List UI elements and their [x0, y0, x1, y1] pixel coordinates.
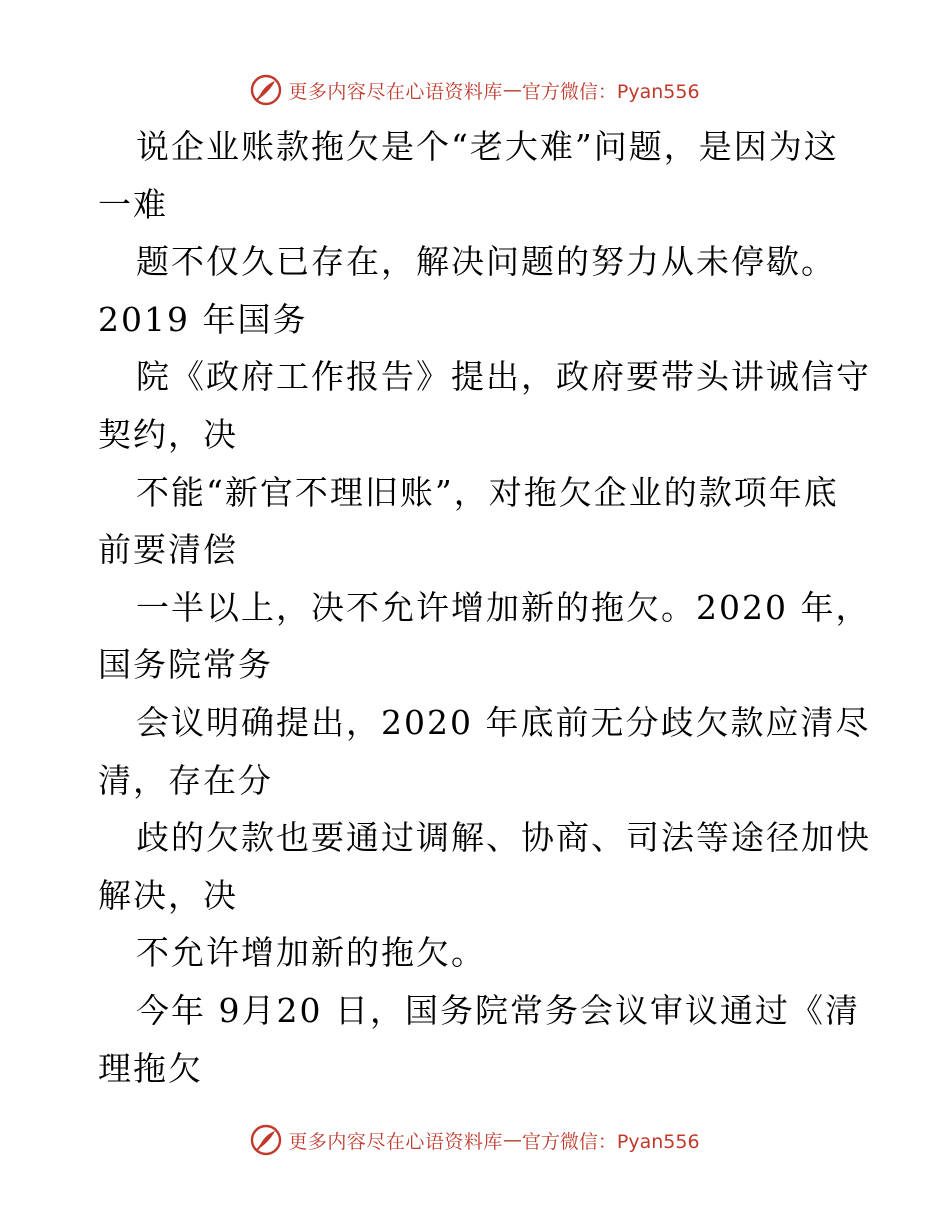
paragraph-line: 国务院常务 [98, 645, 273, 685]
paragraph-line: 一难 [98, 184, 168, 224]
banner-separator: — [502, 1129, 522, 1151]
document-body [98, 118, 871, 1097]
paragraph-line: 会议明确提出，2020 年底前无分歧欠款应清尽 [136, 702, 871, 742]
paragraph-line: 理拖欠 [98, 1048, 203, 1088]
paragraph-line: 契约，决 [98, 414, 238, 454]
feather-pen-logo-icon [250, 1124, 282, 1156]
header-banner [0, 70, 950, 110]
paragraph-line: 说企业账款拖欠是个“老大难”问题，是因为这 [136, 127, 839, 166]
paragraph-line: 题不仅久已存在，解决问题的努力从未停歇。 [136, 242, 836, 282]
paragraph-line: 今年 9月20 日，国务院常务会议审议通过《清 [136, 990, 860, 1030]
banner-separator: — [502, 79, 522, 101]
banner-site-text: 更多内容尽在心语资料库 [288, 1130, 503, 1153]
feather-pen-logo-icon [250, 74, 282, 106]
paragraph-line: 解决，决 [98, 875, 238, 915]
paragraph-line: 不能“新官不理旧账”，对拖欠企业的款项年底 [136, 472, 839, 512]
paragraph-line: 院《政府工作报告》提出，政府要带头讲诚信守 [136, 357, 871, 397]
banner-wechat-text: 官方微信：Pyan556 [521, 1130, 700, 1153]
paragraph-line: 2019 年国务 [98, 299, 308, 339]
banner-site-text: 更多内容尽在心语资料库 [288, 80, 503, 103]
paragraph-line: 清，存在分 [98, 760, 273, 800]
paragraph-line: 歧的欠款也要通过调解、协商、司法等途径加快 [136, 818, 871, 858]
footer-banner [0, 1120, 950, 1160]
paragraph-line: 一半以上，决不允许增加新的拖欠。2020 年， [136, 587, 871, 627]
banner-wechat-text: 官方微信：Pyan556 [521, 80, 700, 103]
paragraph-line: 前要清偿 [98, 530, 238, 570]
paragraph-line: 不允许增加新的拖欠。 [136, 933, 486, 973]
